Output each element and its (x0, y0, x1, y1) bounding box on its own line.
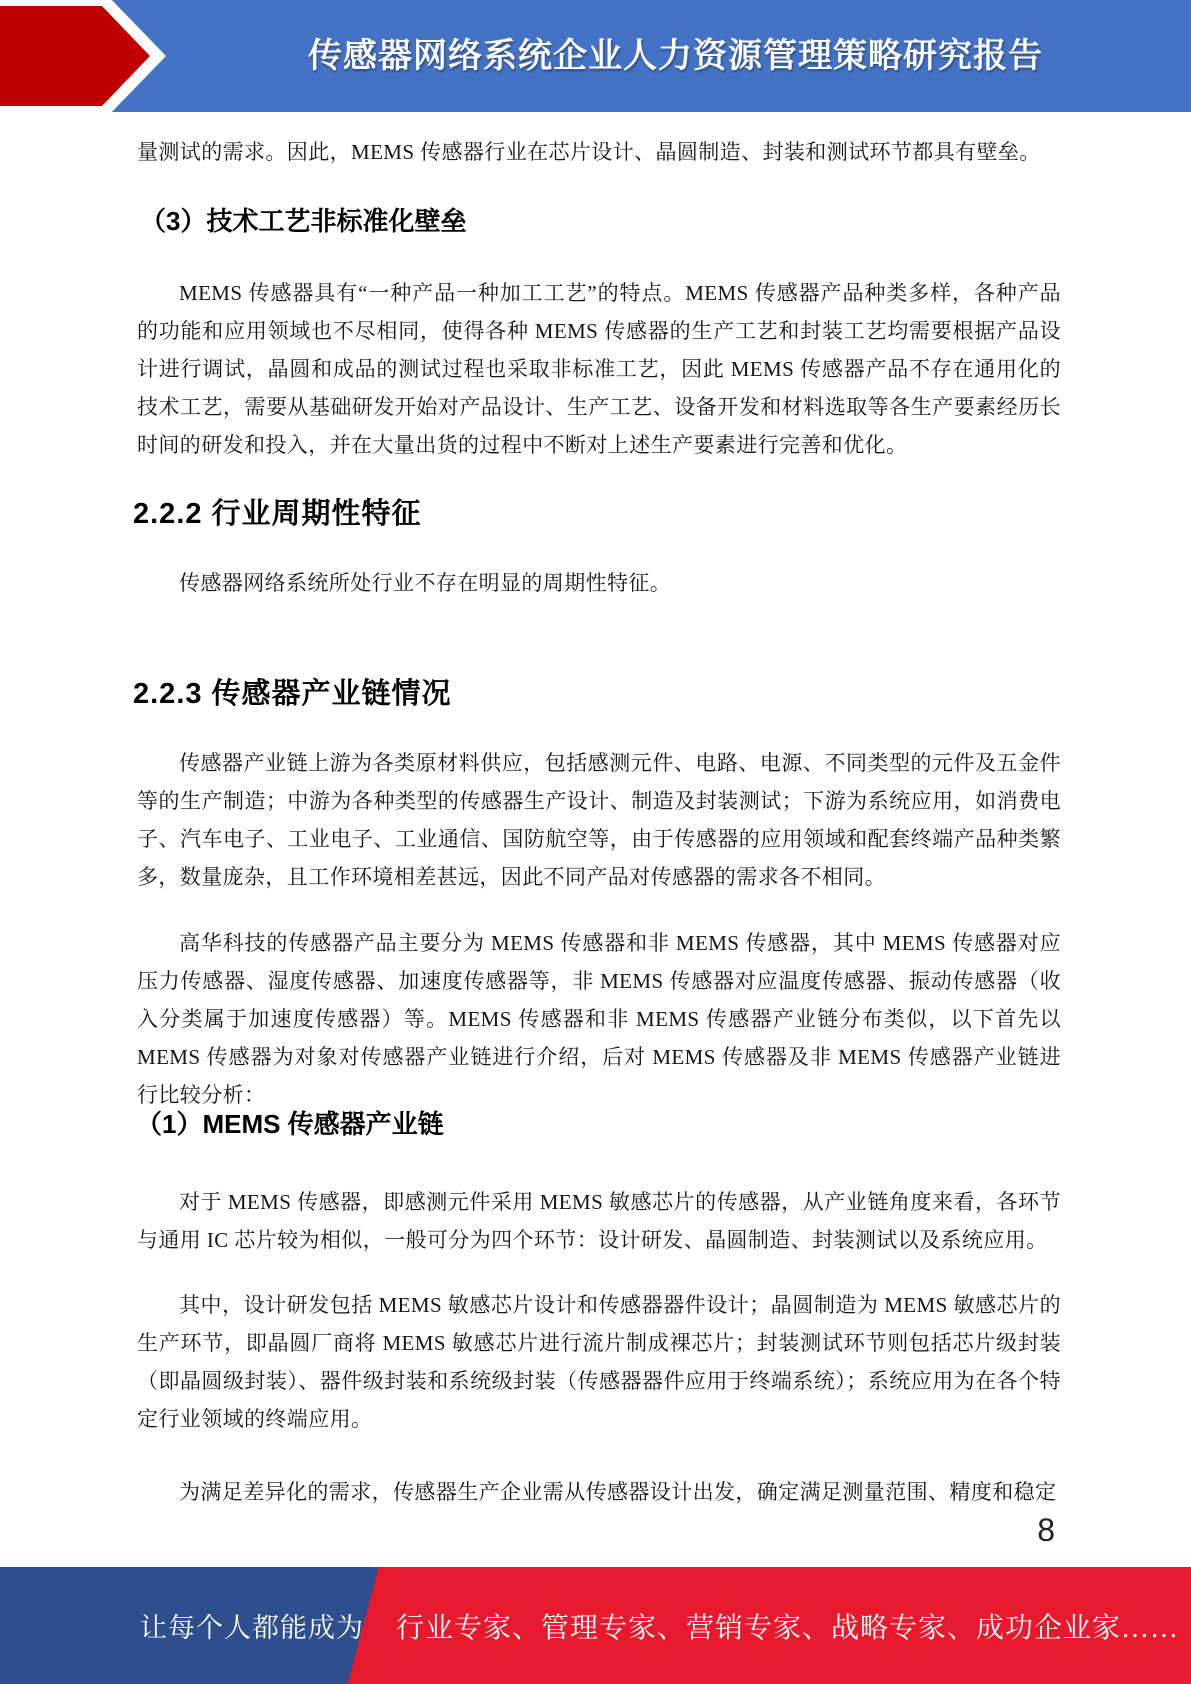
paragraph-mems-demand: 为满足差异化的需求，传感器生产企业需从传感器设计出发，确定满足测量范围、精度和稳定 (179, 1480, 1057, 1504)
paragraph-chain-overview: 传感器产业链上游为各类原材料供应，包括感测元件、电路、电源、不同类型的元件及五金件等的生产制造；中游为各种类型的传感器生产设计、制造及封装测试；下游为系统应用，如消费电子、汽车电子、工业电子、工业通信、国防航空等，由于传感器的应用领域和配套终端产品种类繁多，数量庞杂，且工作环境相差甚远，因此不同产品对传感器的需求各不相同。 (137, 751, 1061, 889)
red-arrow-icon (0, 0, 170, 112)
heading-tech-barrier: （3）技术工艺非标准化壁垒 (140, 206, 467, 236)
heading-mems-chain: （1）MEMS 传感器产业链 (136, 1109, 444, 1139)
paragraph-industry-cycle: 传感器网络系统所处行业不存在明显的周期性特征。 (179, 571, 672, 595)
paragraph-intro-continuation: 量测试的需求。因此，MEMS 传感器行业在芯片设计、晶圆制造、封装和测试环节都具有壁垒。 (137, 140, 1041, 164)
page-title: 传感器网络系统企业人力资源管理策略研究报告 (308, 36, 1043, 75)
header-banner (0, 0, 1191, 112)
paragraph-mems-overview: 对于 MEMS 传感器，即感测元件采用 MEMS 敏感芯片的传感器，从产业链角度来看，各环节与通用 IC 芯片较为相似，一般可分为四个环节：设计研发、晶圆制造、封装测试以及系统应用。 (137, 1190, 1061, 1252)
footer-slogan-left: 让每个人都能成为 (140, 1613, 364, 1643)
heading-industry-cycle: 2.2.2 行业周期性特征 (133, 498, 422, 530)
footer-bar (0, 1567, 1191, 1684)
heading-industry-chain: 2.2.3 传感器产业链情况 (133, 678, 452, 710)
paragraph-mems-stages: 其中，设计研发包括 MEMS 敏感芯片设计和传感器器件设计；晶圆制造为 MEMS 敏感芯片的生产环节，即晶圆厂商将 MEMS 敏感芯片进行流片制成裸芯片；封装测试环节则包括芯片级封装（即晶圆级封装）、器件级封装和系统级封装（传感器器件应用于终端系统）；系统应用为在各个特定行业领域的终端应用。 (137, 1293, 1061, 1431)
page-number: 8 (1037, 1512, 1055, 1548)
paragraph-tech-barrier: MEMS 传感器具有“一种产品一种加工工艺”的特点。MEMS 传感器产品种类多样，各种产品的功能和应用领域也不尽相同，使得各种 MEMS 传感器的生产工艺和封装工艺均需要根据产品设计进行调试，晶圆和成品的测试过程也采取非标准工艺，因此 MEMS 传感器产品不存在通用化的技术工艺，需要从基础研发开始对产品设计、生产工艺、设备开发和材料选取等各生产要素经历长时间的研发和投入，并在大量出货的过程中不断对上述生产要素进行完善和优化。 (137, 281, 1061, 457)
paragraph-chain-products: 高华科技的传感器产品主要分为 MEMS 传感器和非 MEMS 传感器，其中 MEMS 传感器对应压力传感器、湿度传感器、加速度传感器等，非 MEMS 传感器对应温度传感器、振动传感器（收入分类属于加速度传感器）等。MEMS 传感器和非 MEMS 传感器产业链分布类似，以下首先以 MEMS 传感器为对象对传感器产业链进行介绍，后对 MEMS 传感器及非 MEMS 传感器产业链进行比较分析： (137, 931, 1061, 1107)
footer-slogan-right: 行业专家、管理专家、营销专家、战略专家、成功企业家…… (396, 1612, 1180, 1644)
